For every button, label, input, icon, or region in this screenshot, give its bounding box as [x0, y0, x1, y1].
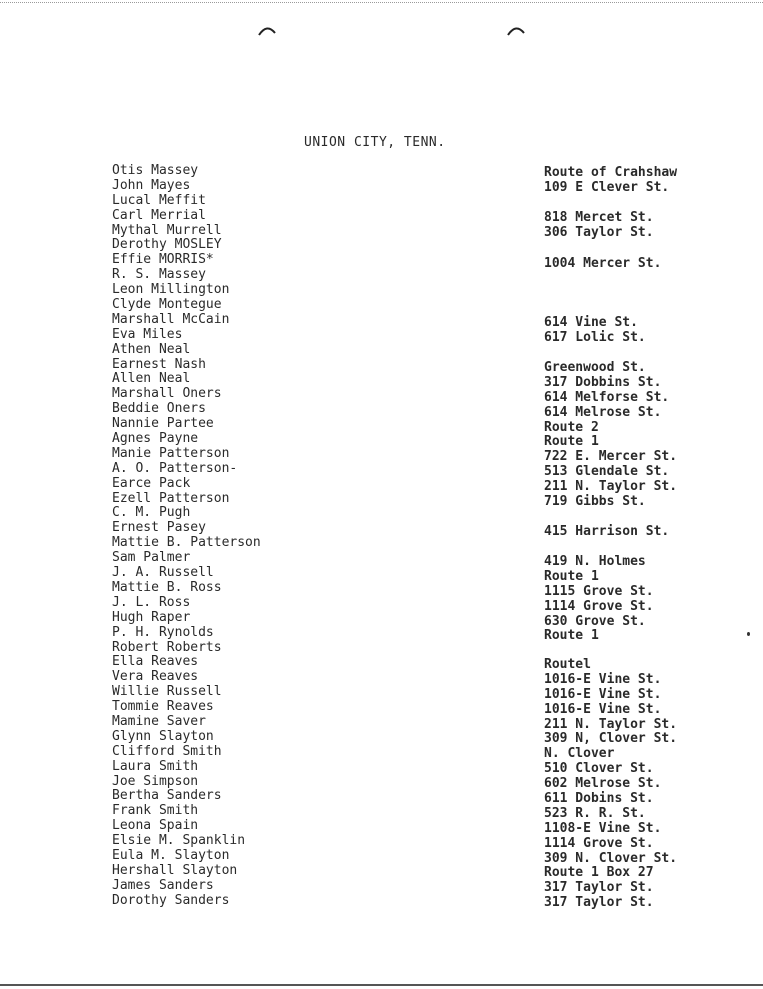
name-entry: Clifford Smith — [112, 743, 222, 759]
address-entry: 309 N. Clover St. — [544, 850, 678, 866]
name-entry: Agnes Payne — [112, 431, 199, 447]
name-entry: John Mayes — [112, 177, 191, 193]
name-entry: Mattie B. Ross — [112, 579, 222, 595]
address-entry: 1108-E Vine St. — [544, 820, 662, 836]
name-entry: P. H. Rynolds — [112, 624, 214, 640]
address-entry: 513 Glendale St. — [544, 464, 670, 480]
address-entry: 211 N. Taylor St. — [544, 716, 678, 732]
address-entry: 1016-E Vine St. — [544, 686, 662, 702]
name-entry: Tommie Reaves — [112, 699, 214, 715]
name-entry: Ernest Pasey — [112, 520, 206, 536]
address-group — [544, 555, 654, 644]
address-entry: 1114 Grove St. — [544, 835, 654, 851]
hole-punch-mark-icon — [507, 26, 525, 36]
name-entry: J. A. Russell — [112, 565, 214, 581]
name-entry: Bertha Sanders — [112, 788, 222, 804]
address-entry: 719 Gibbs St. — [544, 494, 646, 510]
address-entry: 211 N. Taylor St. — [544, 479, 678, 495]
name-entry: Elsie M. Spanklin — [112, 833, 246, 849]
address-entry: 317 Taylor St. — [544, 895, 654, 911]
page-top-edge — [0, 2, 763, 3]
address-group — [544, 211, 654, 241]
name-entry: Glynn Slayton — [112, 728, 214, 744]
name-entry: Beddie Oners — [112, 401, 206, 417]
hole-punch-mark-icon — [258, 26, 276, 36]
address-entry: 523 R. R. St. — [544, 805, 646, 821]
name-entry: Leon Millington — [112, 282, 230, 298]
name-entry: Mamine Saver — [112, 713, 206, 729]
address-entry: Route 2 — [544, 419, 599, 435]
ink-speck — [747, 632, 750, 636]
address-entry: 722 E. Mercer St. — [544, 449, 678, 465]
address-entry: 309 N, Clover St. — [544, 731, 678, 747]
name-entry: Hugh Raper — [112, 609, 191, 625]
address-entry: Route 1 Box 27 — [544, 865, 654, 881]
name-entry: Nannie Partee — [112, 416, 214, 432]
address-entry: 317 Taylor St. — [544, 880, 654, 896]
address-entry: 1016-E Vine St. — [544, 671, 662, 687]
address-entry: 419 N. Holmes — [544, 554, 646, 569]
name-entry: Athen Neal — [112, 341, 191, 357]
address-entry: 617 Lolic St. — [544, 329, 646, 345]
address-entry: Route 1 — [544, 568, 599, 584]
name-entry: Eva Miles — [112, 326, 183, 342]
name-entry: Mythal Murrell — [112, 222, 222, 238]
name-entry: Sam Palmer — [112, 550, 191, 566]
name-entry: Clyde Montegue — [112, 297, 222, 313]
name-entry: Vera Reaves — [112, 669, 199, 685]
name-entry: Ella Reaves — [112, 654, 199, 670]
name-entry: Marshall Oners — [112, 386, 222, 402]
name-entry: James Sanders — [112, 877, 214, 893]
address-entry: 317 Dobbins St. — [544, 374, 662, 390]
address-entry: Routel — [544, 657, 591, 672]
name-entry: Effie MORRIS* — [112, 252, 214, 268]
name-entry: Leona Spain — [112, 818, 199, 834]
names-column — [112, 164, 261, 909]
address-entry: 1115 Grove St. — [544, 583, 654, 599]
address-group — [544, 361, 677, 510]
address-entry: 1016-E Vine St. — [544, 701, 662, 717]
address-group — [544, 316, 646, 346]
name-entry: Frank Smith — [112, 803, 199, 819]
address-group — [544, 525, 669, 540]
name-entry: Allen Neal — [112, 371, 191, 387]
address-entry: 602 Melrose St. — [544, 776, 662, 792]
name-entry: Ezell Patterson — [112, 490, 230, 506]
name-entry: Hershall Slayton — [112, 862, 238, 878]
name-entry: Carl Merrial — [112, 207, 206, 223]
address-entry: 109 E Clever St. — [544, 179, 670, 195]
page-bottom-edge — [0, 984, 763, 986]
address-entry: 510 Clover St. — [544, 761, 654, 777]
name-entry: Joe Simpson — [112, 773, 199, 789]
name-entry: Lucal Meffit — [112, 192, 206, 208]
name-entry: Derothy MOSLEY — [112, 237, 222, 253]
name-entry: R. S. Massey — [112, 267, 206, 283]
address-group — [544, 257, 661, 272]
name-entry: C. M. Pugh — [112, 505, 191, 521]
address-entry: N. Clover — [544, 746, 615, 762]
page-title: UNION CITY, TENN. — [304, 135, 446, 150]
address-entry: Greenwood St. — [544, 360, 646, 375]
address-entry: 306 Taylor St. — [544, 224, 654, 240]
name-entry: Eula M. Slayton — [112, 847, 230, 863]
name-entry: Robert Roberts — [112, 639, 222, 655]
address-entry: 611 Dobins St. — [544, 791, 654, 807]
address-entry: 1004 Mercer St. — [544, 256, 662, 271]
address-group — [544, 166, 677, 196]
address-entry: 630 Grove St. — [544, 613, 646, 629]
address-entry: 415 Harrison St. — [544, 524, 670, 539]
address-entry: Route of Crahshaw — [544, 165, 678, 180]
name-entry: Mattie B. Patterson — [112, 535, 261, 551]
name-entry: Manie Patterson — [112, 445, 230, 461]
name-entry: Otis Massey — [112, 163, 199, 178]
name-entry: Earce Pack — [112, 475, 191, 491]
address-entry: 614 Vine St. — [544, 315, 638, 330]
address-entry: 818 Mercet St. — [544, 210, 654, 225]
address-group — [544, 658, 677, 911]
name-entry: Earnest Nash — [112, 356, 206, 372]
address-entry: Route 1 — [544, 434, 599, 450]
name-entry: Dorothy Sanders — [112, 892, 230, 908]
name-entry: Laura Smith — [112, 758, 199, 774]
address-entry: Route 1 — [544, 628, 599, 644]
name-entry: J. L. Ross — [112, 594, 191, 610]
name-entry: A. O. Patterson- — [112, 460, 238, 476]
address-entry: 614 Melforse St. — [544, 389, 670, 405]
address-entry: 1114 Grove St. — [544, 598, 654, 614]
name-entry: Willie Russell — [112, 684, 222, 700]
name-entry: Marshall McCain — [112, 311, 230, 327]
address-entry: 614 Melrose St. — [544, 404, 662, 420]
